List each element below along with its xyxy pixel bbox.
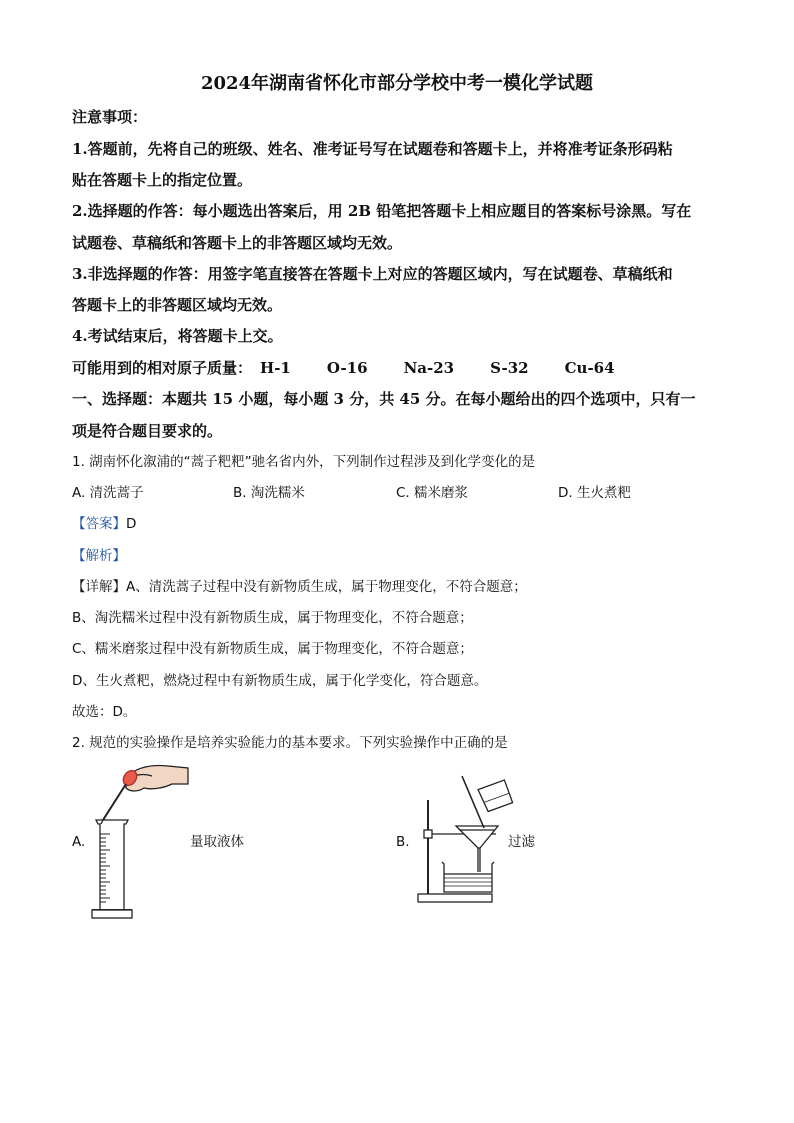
q2-option-b-caption: 过滤: [508, 834, 535, 850]
atomic-mass-value: S-32: [490, 359, 529, 377]
answer-tag: 【答案】: [72, 516, 126, 532]
atomic-masses-label: 可能用到的相对原子质量：: [72, 359, 253, 377]
atomic-masses: [72, 357, 732, 379]
section1-heading-line1: 一、选择题：本题共 15 小题，每小题 3 分，共 45 分。在每小题给出的四个选项中，只有一: [72, 390, 696, 408]
notice-item3-line2: 答题卡上的非答题区域均无效。: [72, 296, 283, 314]
q2-option-b-letter: B.: [396, 834, 410, 850]
page-title: 2024年湖南省怀化市部分学校中考一模化学试题: [200, 73, 594, 94]
q2-stem: 2. 规范的实验操作是培养实验能力的基本要求。下列实验操作中正确的是: [72, 735, 508, 751]
notice-item1-line2: 贴在答题卡上的指定位置。: [72, 171, 253, 189]
graduated-cylinder-figure: [88, 758, 198, 924]
notice-heading: 注意事项：: [72, 108, 148, 126]
q1-analysis: [72, 545, 732, 567]
atomic-mass-value: Na-23: [403, 359, 455, 377]
atomic-mass-value: Cu-64: [564, 359, 615, 377]
q1-option-a: A. 清洗蒿子: [72, 485, 144, 501]
atomic-mass-value: H-1: [260, 359, 291, 377]
q1-detail-c: C、糯米磨浆过程中没有新物质生成，属于物理变化，不符合题意；: [72, 641, 473, 657]
atomic-mass-value: O-16: [326, 359, 368, 377]
section1-heading-line2: 项是符合题目要求的。: [72, 422, 223, 440]
q1-detail-d: D、生火煮粑，燃烧过程中有新物质生成，属于化学变化，符合题意。: [72, 673, 488, 689]
q1-detail-a: [72, 576, 732, 598]
answer-value: D: [126, 516, 137, 532]
notice-item2-line2: 试题卷、草稿纸和答题卡上的非答题区域均无效。: [72, 234, 403, 252]
q1-options: [72, 482, 732, 504]
q2-option-a-letter: A.: [72, 834, 86, 850]
detail-a-text: A、清洗蒿子过程中没有新物质生成，属于物理变化，不符合题意；: [126, 579, 527, 595]
notice-item4: 4.考试结束后，将答题卡上交。: [72, 327, 283, 345]
q1-stem: 1. 湖南怀化溆浦的“蒿子粑粑”驰名省内外，下列制作过程涉及到化学变化的是: [72, 454, 536, 470]
analysis-tag: 【解析】: [72, 548, 126, 564]
q1-option-c: C. 糯米磨浆: [396, 485, 469, 501]
notice-item2-line1: 2.选择题的作答：每小题选出答案后，用 2B 铅笔把答题卡上相应题目的答案标号涂黑。写在: [72, 202, 692, 220]
notice-item1-line1: 1.答题前，先将自己的班级、姓名、准考证号写在试题卷和答题卡上，并将准考证条形码粘: [72, 140, 673, 158]
q1-option-d: D. 生火煮粑: [558, 485, 631, 501]
q1-conclusion: 故选：D。: [72, 704, 137, 720]
q1-answer: [72, 513, 732, 535]
q2-option-a-caption: 量取液体: [190, 834, 244, 850]
detail-tag: 【详解】: [72, 579, 126, 595]
q1-option-b: B. 淘洗糯米: [233, 485, 305, 501]
notice-item3-line1: 3.非选择题的作答：用签字笔直接答在答题卡上对应的答题区域内，写在试题卷、草稿纸和: [72, 265, 673, 283]
q1-detail-b: B、淘洗糯米过程中没有新物质生成，属于物理变化，不符合题意；: [72, 610, 473, 626]
filtration-figure: [412, 774, 522, 906]
